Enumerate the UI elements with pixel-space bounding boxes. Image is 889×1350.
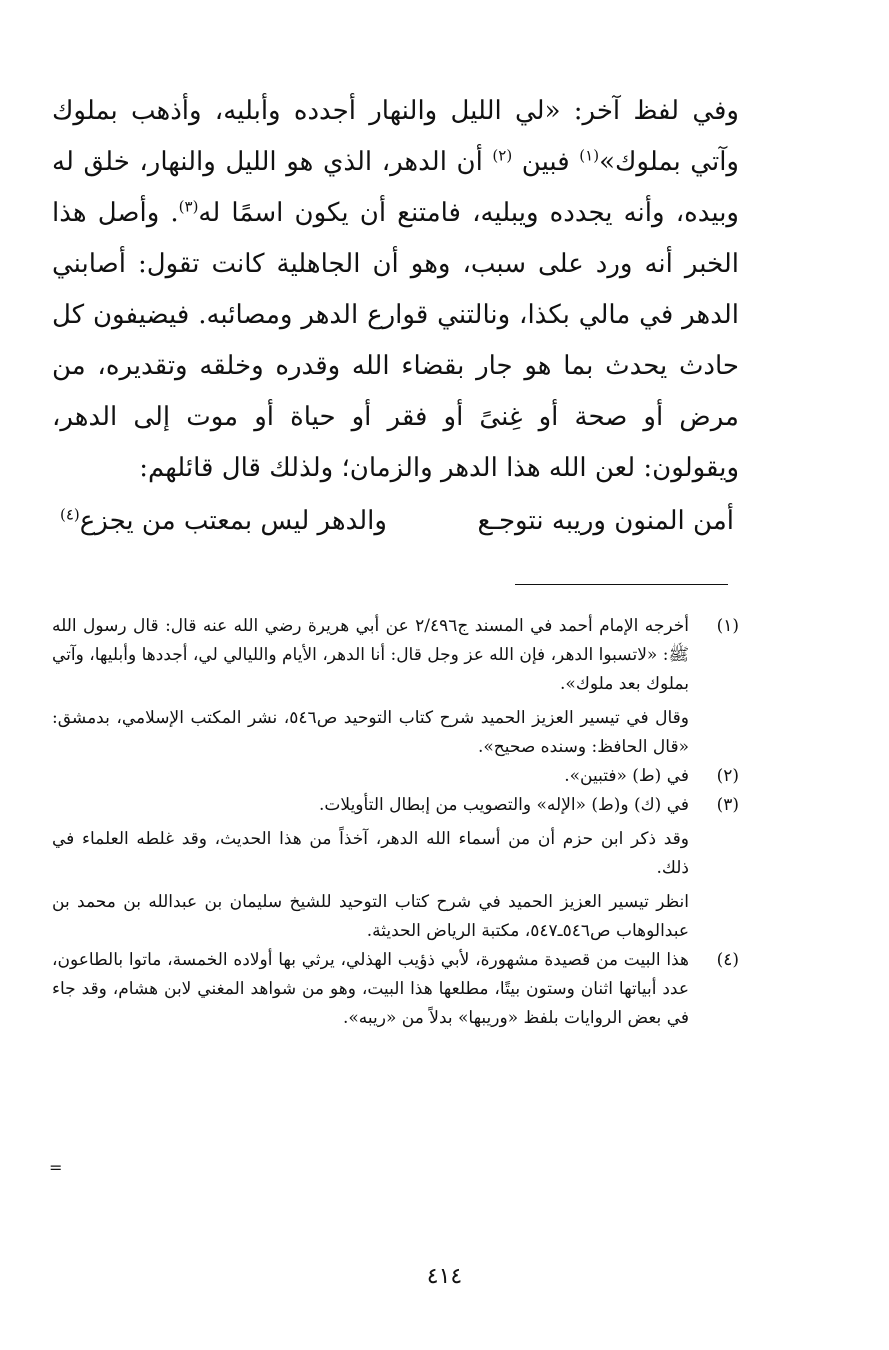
footnote-number: (٢) xyxy=(716,766,739,786)
poem-verse xyxy=(60,496,734,546)
footnote-paragraph: انظر تيسير العزيز الحميد في شرح كتاب التوحيد للشيخ سليمان بن عبدالله بن محمد بن عبدالوهاب ص٥٤٦ـ٥٤٧، مكتبة الرياض الحديثة. xyxy=(52,892,689,941)
footnotes-section xyxy=(52,612,739,1033)
footnote-ref-3: (٣) xyxy=(178,197,199,216)
footnote-3 xyxy=(52,791,739,946)
paragraph-text-3: أن الدهر، الذي هو الليل والنهار، خلق له وبيده، وأنه يجدده ويبليه، فامتنع أن يكون اسمًا له xyxy=(52,147,739,228)
paragraph-text-1: وفي لفظ آخر: «لي الليل والنهار أجدده وأبليه، وأذهب بملوك وآتي بملوك» xyxy=(52,96,739,177)
footnote-number: (١) xyxy=(716,616,739,636)
poem-second-hemistich: والدهر ليس بمعتب من يجزع xyxy=(79,506,387,536)
main-text-block xyxy=(52,86,739,494)
footnote-paragraph: وقد ذكر ابن حزم أن من أسماء الله الدهر، آخذاً من هذا الحديث، وقد غلطه العلماء في ذلك. xyxy=(52,829,689,878)
footnote-ref-2: (٢) xyxy=(492,146,513,165)
paragraph-text-4: . وأصل هذا الخبر أنه ورد على سبب، وهو أن الجاهلية كانت تقول: أصابني الدهر في مالي بكذا، ونالتني قوارع الدهر ومصائبه. فيضيفون كل حادث يحدث بما هو جار بقضاء الله وقدره وخلقه وتقديره، من مرض أو صحة أو غِنىً أو فقر أو حياة أو موت إلى الدهر، ويقولون: لعن الله هذا الدهر والزمان؛ ولذلك قال قائلهم: xyxy=(52,198,739,483)
footnote-4 xyxy=(52,946,739,1033)
footnote-paragraph: أخرجه الإمام أحمد في المسند ج٢/٤٩٦ عن أبي هريرة رضي الله عنه قال: قال رسول الله ﷺ: «لاتسبوا الدهر، فإن الله عز وجل قال: أنا الدهر، الأيام والليالي لي، أجددها وأبليها، وآتي بملوك بعد ملوك». xyxy=(52,616,689,694)
footnote-ref-4: (٤) xyxy=(60,505,80,524)
footnote-2 xyxy=(52,762,739,791)
poem-second-hemistich-wrap xyxy=(60,496,387,546)
paragraph-text-2: فبين xyxy=(512,147,580,177)
margin-mark: = xyxy=(49,1158,63,1177)
main-paragraph xyxy=(52,86,739,494)
footnote-number: (٤) xyxy=(716,950,739,970)
footnote-paragraph: في (ط) «فتبين». xyxy=(564,766,689,786)
footnote-number: (٣) xyxy=(716,795,739,815)
poem-first-hemistich: أمن المنون وريبه نتوجـع xyxy=(477,506,734,536)
footnote-paragraph: في (ك) و(ط) «الإله» والتصويب من إبطال التأويلات. xyxy=(319,795,689,815)
footnote-paragraph: وقال في تيسير العزيز الحميد شرح كتاب التوحيد ص٥٤٦، نشر المكتب الإسلامي، بدمشق: «قال الحافظ: وسنده صحيح». xyxy=(52,708,689,757)
footnote-paragraph: هذا البيت من قصيدة مشهورة، لأبي ذؤيب الهذلي، يرثي بها أولاده الخمسة، ماتوا بالطاعون، عدد أبياتها اثنان وستون بيتًا، مطلعها هذا البيت، وهو من شواهد المغني لابن هشام، وقد جاء في بعض الروايات بلفظ «وريبها» بدلاً من «ريبه». xyxy=(52,950,689,1028)
footnote-ref-1: (١) xyxy=(579,146,600,165)
page-number: ٤١٤ xyxy=(426,1264,463,1289)
footnote-separator xyxy=(515,584,728,585)
footnote-1 xyxy=(52,612,739,762)
